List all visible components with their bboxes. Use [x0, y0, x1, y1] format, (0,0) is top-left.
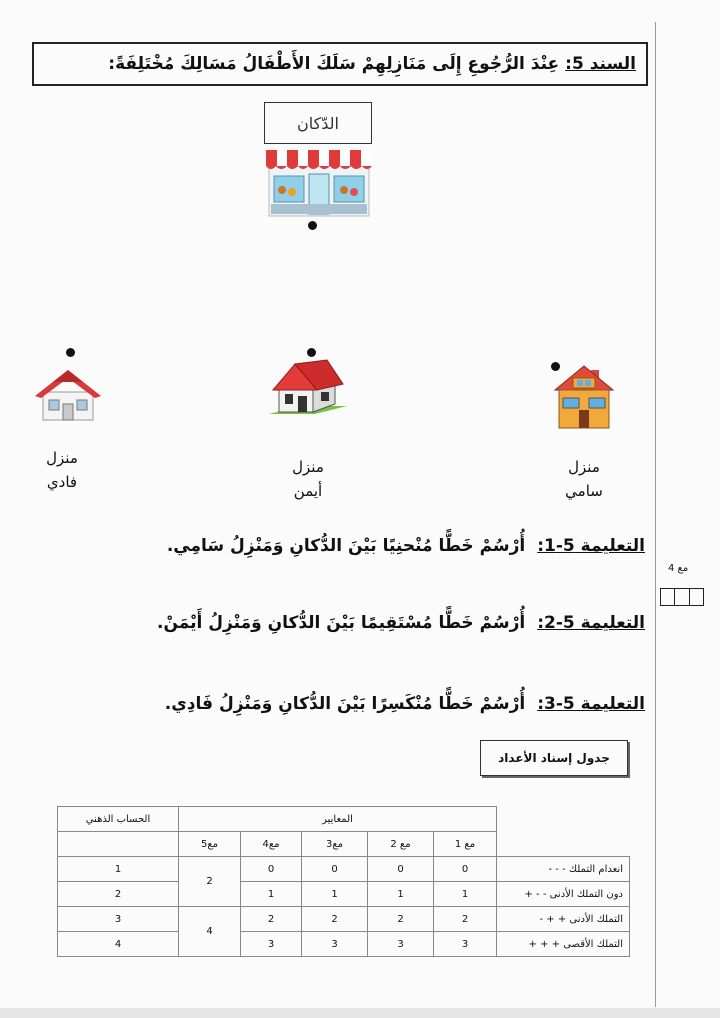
house-word: منزل — [568, 458, 600, 476]
instruction-5-1 — [167, 536, 645, 556]
col-header: مع3 — [302, 832, 368, 857]
col-header: مع 2 — [368, 832, 434, 857]
score-cell[interactable] — [661, 589, 674, 605]
table-row: 3 4 2 2 2 2 التملك الأدنى + + - — [58, 907, 630, 932]
shop-point — [308, 221, 317, 230]
fadi-house-point — [66, 348, 75, 357]
fadi-house-label — [22, 446, 102, 494]
page-edge-line — [655, 22, 656, 1007]
header-text: عِنْدَ الرُّجُوعِ إِلَى مَنَازِلِهِمْ سَلَكَ الأَطْفَالُ مَسَالِكَ مُخْتَلِفَةً: — [108, 54, 560, 74]
sami-house-label — [544, 455, 624, 503]
col-header: مع4 — [241, 832, 302, 857]
level-label: دون التملك الأدنى - - + — [497, 882, 630, 907]
house-owner-name: سامي — [565, 482, 603, 500]
document-header — [32, 42, 648, 86]
page-bottom-shadow — [0, 1008, 720, 1018]
level-label: التملك الأدنى + + - — [497, 907, 630, 932]
table-row: 2 1 1 1 1 دون التملك الأدنى - - + — [58, 882, 630, 907]
score-tag: مع 4 — [668, 563, 689, 574]
score-cell[interactable] — [674, 589, 688, 605]
house-word: منزل — [46, 449, 78, 467]
criteria-table — [57, 806, 630, 957]
score-cell[interactable] — [689, 589, 703, 605]
col-header: مع5 — [179, 832, 241, 857]
ayman-house-icon — [265, 358, 351, 424]
instruction-label: التعليمة 5-3: — [537, 694, 645, 714]
score-boxes — [660, 588, 704, 606]
house-owner-name: أيمن — [293, 482, 323, 500]
m5-cell: 2 — [179, 857, 241, 907]
sami-house-icon — [553, 364, 615, 432]
m5-cell: 4 — [179, 907, 241, 957]
house-word: منزل — [292, 458, 324, 476]
instruction-5-2 — [157, 613, 645, 633]
instruction-5-3 — [165, 694, 645, 714]
instruction-text: أُرْسُمْ خَطًّا مُنْحنِيًا بَيْنَ الدُّكانِ وَمَنْزِلُ سَامِي. — [166, 536, 526, 556]
shop-label: الدّكان — [264, 102, 372, 144]
instruction-label: التعليمة 5-1: — [537, 536, 645, 556]
ayman-house-point — [307, 348, 316, 357]
level-label: انعدام التملك - - - — [497, 857, 630, 882]
criteria-header: المعايير — [179, 807, 497, 832]
table-row: 1 2 0 0 0 0 انعدام التملك - - - — [58, 857, 630, 882]
shop-icon — [266, 148, 372, 218]
instruction-label: التعليمة 5-2: — [537, 613, 645, 633]
instruction-text: أُرْسُمْ خَطًّا مُسْتَقِيمًا بَيْنَ الدُّكانِ وَمَنْزِلُ أَيْمَنْ. — [157, 613, 526, 633]
fadi-house-icon — [33, 364, 103, 426]
level-label: التملك الأقصى + + + — [497, 932, 630, 957]
header-label: السند 5: — [565, 54, 636, 74]
col-header: مع 1 — [434, 832, 497, 857]
house-owner-name: فادي — [46, 473, 78, 491]
table-row: 4 3 3 3 3 التملك الأقصى + + + — [58, 932, 630, 957]
instruction-text: أُرْسُمْ خَطًّا مُنْكَسِرًا بَيْنَ الدُّكانِ وَمَنْزِلُ فَادِي. — [164, 694, 526, 714]
mental-calc-header: الحساب الذهني — [58, 807, 179, 832]
ayman-house-label — [268, 455, 348, 503]
table-title: جدول إسناد الأعداد — [480, 740, 628, 776]
